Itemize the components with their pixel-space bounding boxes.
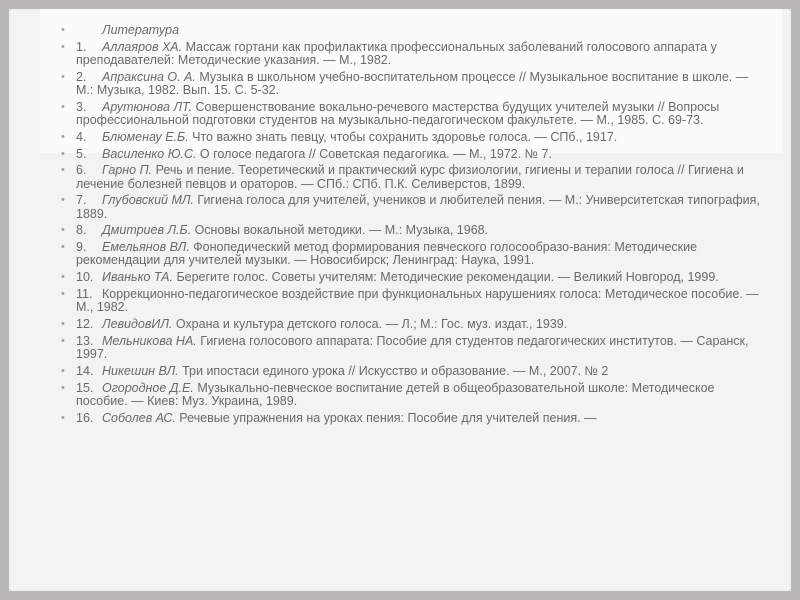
item-text: Речь и пение. Теоретический и практический курс физиологии, гигиены и терапии голоса // Гигиена и лечение болезней певцов и ораторов. — СПб.: СПб. П.К. Селиверстов, 1899. [76,163,744,191]
item-number: 2. [76,69,87,84]
item-author: Аллаяров ХА. [102,39,183,54]
item-number: 1. [76,39,87,54]
item-number: 5. [76,146,87,161]
item-author: Блюменау Е.Б. [102,129,189,144]
bullet-icon: • [61,147,65,160]
item-text: Совершенствование вокально-речевого мастерства будущих учителей музыки // Вопросы профессиональной подготовки студентов на музыкально-педагогическом факультете. — М., 1985. С. 69-73. [76,99,720,127]
item-text: Охрана и культура детского голоса. — Л.; М.: Гос. муз. издат., 1939. [172,316,568,331]
item-number: 16. [76,410,94,425]
item-author: Василенко Ю.С. [102,146,197,161]
item-text: Три ипостаси единого урока // Искусство и образование. — М., 2007. № 2 [178,363,609,378]
list-heading [60,24,760,37]
bullet-icon: • [61,164,65,177]
item-number: 3. [76,99,87,114]
item-number: 12. [76,316,94,331]
bullet-icon: • [61,334,65,347]
bullet-icon: • [61,130,65,143]
item-author: Арутюнова ЛТ. [102,99,193,114]
heading-text: Литература [102,23,180,37]
item-number: 13. [76,333,94,348]
item-text: Музыкально-певческое воспитание детей в общеобразовательной школе: Методическое пособие. — Киев: Муз. Украина, 1989. [76,380,715,408]
list-item [60,271,760,284]
item-text: Что важно знать певцу, чтобы сохранить здоровье голоса. — СПб., 1917. [188,129,618,144]
item-author: Иванько ТА. [102,270,173,285]
list-item [60,224,760,237]
item-text: Гигиена голосового аппарата: Пособие для студентов педагогических институтов. — Саранск, 1997. [76,333,749,361]
item-number: 6. [76,163,87,178]
item-text: О голосе педагога // Советская педагогика. — М., 1972. № 7. [196,146,552,161]
item-author: Гарно П. [102,163,153,178]
bullet-icon: • [61,241,65,254]
list-item [60,288,760,314]
bullet-icon: • [61,271,65,284]
list-item [60,101,760,127]
item-text: Берегите голос. Советы учителям: Методические рекомендации. — Великий Новгород, 1999. [172,270,719,285]
item-author: Емельянов ВЛ. [102,240,190,255]
item-number: 15. [76,380,94,395]
bullet-icon: • [61,100,65,113]
list-item [60,131,760,144]
item-number: 9. [76,240,87,255]
list-item [60,148,760,161]
list-item [60,164,760,190]
item-number: 4. [76,129,87,144]
item-author: Огородное Д.Е. [102,380,194,395]
item-number: 14. [76,363,94,378]
item-author: Соболев АС. [102,410,176,425]
bullet-icon: • [61,287,65,300]
bullet-icon: • [61,364,65,377]
bullet-icon: • [61,411,65,424]
item-text: Музыка в школьном учебно-воспитательном процессе // Музыкальное воспитание в школе. — М.: Музыка, 1982. Вып. 15. С. 5-32. [76,69,749,97]
item-author: Никешин ВЛ. [102,363,179,378]
bullet-icon: • [61,24,65,36]
bullet-icon: • [61,194,65,207]
bullet-icon: • [61,317,65,330]
item-author: ЛевидовИЛ. [102,316,173,331]
item-number: 7. [76,193,87,208]
item-number: 8. [76,223,87,238]
list-item [60,194,760,220]
item-text: Основы вокальной методики. — М.: Музыка, 1968. [191,223,489,238]
bullet-icon: • [61,224,65,237]
item-author: Мельникова НА. [102,333,197,348]
list-item [60,41,760,67]
item-text: Массаж гортани как профилактика профессиональных заболеваний голосового аппарата у преподавателей: Методические указания. — М., 1982. [76,39,717,67]
list-item [60,241,760,267]
list-item [60,412,760,425]
list-item [60,335,760,361]
bibliography-list [60,24,760,428]
list-item [60,71,760,97]
list-item [60,382,760,408]
bullet-icon: • [61,70,65,83]
item-author: Глубовский МЛ. [102,193,194,208]
item-text: Коррекционно-педагогическое воздействие при функциональных нарушениях голоса: Методическое пособие. — М., 1982. [76,286,759,315]
item-text: Фонопедический метод формирования певческого голосообразо-вания: Методические рекомендации для учителей музыки. — Новосибирск; Ленинград: Наука, 1991. [76,240,698,268]
bullet-icon: • [61,40,65,53]
item-number: 10. [76,270,94,285]
item-text: Гигиена голоса для учителей, учеников и любителей пения. — М.: Университетская типография, 1889. [76,193,760,221]
item-number: 11. [76,286,93,301]
list-item [60,318,760,331]
bullet-icon: • [61,381,65,394]
item-text: Речевые упражнения на уроках пения: Пособие для учителей пения. — [175,410,597,425]
item-author: Апраксина О. А. [102,69,196,84]
item-author: Дмитриев Л.Б. [102,223,192,238]
list-item [60,365,760,378]
